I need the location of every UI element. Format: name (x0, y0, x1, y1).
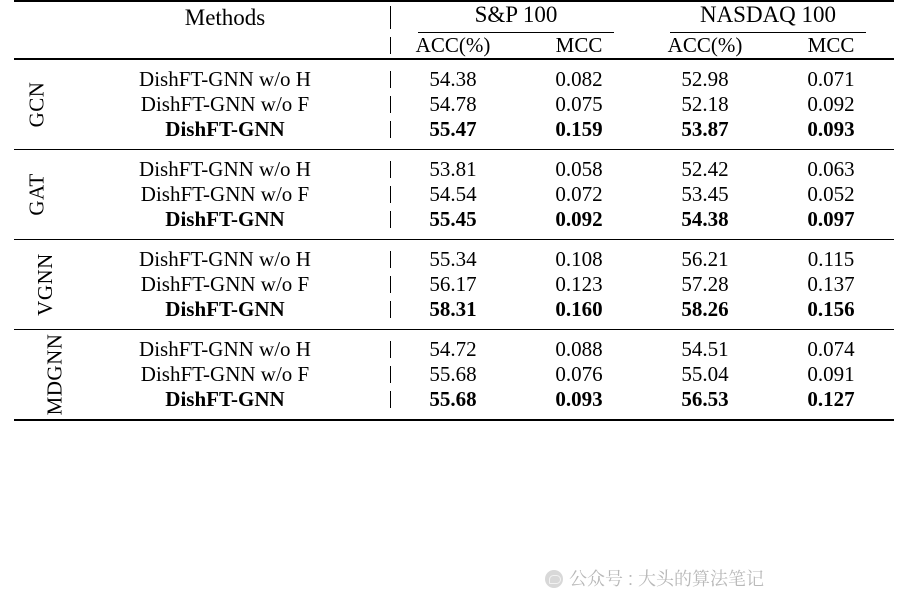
method-name: DishFT-GNN (165, 207, 285, 231)
cell-sp100-mcc: 0.058 (555, 157, 603, 181)
group-label-mdgnn (14, 333, 67, 416)
cell-nasdaq100-acc: 56.53 (681, 387, 729, 411)
method-name: DishFT-GNN w/o F (140, 272, 310, 296)
method-name: DishFT-GNN (165, 297, 285, 321)
header-dataset-sp100 (390, 2, 642, 33)
cell-sp100-mcc: 0.072 (555, 182, 603, 206)
table-row (14, 387, 894, 412)
group-label-gat-text: GAT (24, 173, 49, 216)
group-label-gat (14, 157, 60, 232)
cell-sp100-acc: 54.78 (390, 92, 516, 117)
cell-nasdaq100-acc: 52.42 (681, 157, 729, 181)
cell-sp100-mcc: 0.088 (555, 337, 603, 361)
header-dataset-nasdaq100 (642, 2, 894, 33)
table-bottom-rule (14, 420, 894, 421)
header-row-metrics (14, 33, 894, 59)
method-name: DishFT-GNN w/o H (139, 337, 311, 361)
table-row (14, 247, 894, 272)
table-row (14, 337, 894, 362)
group-spacer (14, 322, 894, 330)
cell-nasdaq100-mcc: 0.127 (807, 387, 855, 411)
method-name: DishFT-GNN w/o F (140, 362, 310, 386)
header-metric-sp100-acc: ACC(%) (390, 33, 516, 59)
cell-sp100-acc: 54.38 (390, 67, 516, 92)
header-metric-nasdaq100-acc: ACC(%) (667, 33, 743, 57)
group-label-vgnn (14, 247, 60, 322)
cell-nasdaq100-mcc: 0.091 (807, 362, 855, 386)
method-name: DishFT-GNN w/o H (139, 67, 311, 91)
cell-sp100-mcc: 0.123 (555, 272, 603, 296)
header-dataset-sp100-label: S&P 100 (474, 2, 558, 27)
table-row (14, 362, 894, 387)
cell-sp100-mcc: 0.075 (555, 92, 603, 116)
cell-sp100-mcc: 0.082 (555, 67, 603, 91)
cell-sp100-acc: 55.34 (390, 247, 516, 272)
cell-nasdaq100-acc: 54.38 (681, 207, 729, 231)
group-spacer (14, 412, 894, 420)
cell-sp100-mcc: 0.092 (555, 207, 603, 231)
method-name: DishFT-GNN w/o F (140, 182, 310, 206)
cell-sp100-acc: 54.54 (390, 182, 516, 207)
cell-nasdaq100-mcc: 0.156 (807, 297, 855, 321)
table-row (14, 297, 894, 322)
cell-sp100-mcc: 0.108 (555, 247, 603, 271)
cell-sp100-acc: 55.45 (390, 207, 516, 232)
header-dataset-nasdaq100-label: NASDAQ 100 (699, 2, 837, 27)
group-spacer (14, 240, 894, 247)
cell-nasdaq100-mcc: 0.092 (807, 92, 855, 116)
cell-nasdaq100-acc: 55.04 (681, 362, 729, 386)
method-name: DishFT-GNN w/o F (140, 92, 310, 116)
cell-nasdaq100-acc: 53.87 (681, 117, 729, 141)
cell-nasdaq100-acc: 52.98 (681, 67, 729, 91)
cell-sp100-mcc: 0.160 (555, 297, 603, 321)
cell-nasdaq100-acc: 52.18 (681, 92, 729, 116)
cell-nasdaq100-mcc: 0.052 (807, 182, 855, 206)
cell-nasdaq100-acc: 56.21 (681, 247, 729, 271)
header-methods: Methods (184, 4, 266, 30)
ablation-results-table (14, 0, 894, 421)
watermark-text: 公众号 : 大头的算法笔记 (569, 569, 765, 589)
wechat-icon (545, 570, 563, 588)
cell-sp100-mcc: 0.076 (555, 362, 603, 386)
cell-sp100-acc: 56.17 (390, 272, 516, 297)
group-spacer (14, 150, 894, 157)
cell-nasdaq100-acc: 58.26 (681, 297, 729, 321)
method-name: DishFT-GNN (165, 117, 285, 141)
group-spacer (14, 142, 894, 150)
table-row (14, 117, 894, 142)
cell-nasdaq100-acc: 53.45 (681, 182, 729, 206)
method-name: DishFT-GNN w/o H (139, 157, 311, 181)
cell-nasdaq100-mcc: 0.115 (807, 247, 855, 271)
table-row (14, 207, 894, 232)
table-row (14, 272, 894, 297)
method-name: DishFT-GNN w/o H (139, 247, 311, 271)
cell-nasdaq100-mcc: 0.097 (807, 207, 855, 231)
cell-nasdaq100-mcc: 0.093 (807, 117, 855, 141)
group-label-mdgnn-text: MDGNN (42, 333, 67, 416)
cell-sp100-acc: 55.68 (390, 387, 516, 412)
cell-sp100-acc: 55.68 (390, 362, 516, 387)
cell-nasdaq100-mcc: 0.074 (807, 337, 855, 361)
cell-nasdaq100-acc: 57.28 (681, 272, 729, 296)
cell-nasdaq100-mcc: 0.063 (807, 157, 855, 181)
group-label-gcn-text: GCN (24, 81, 49, 128)
header-dataset-nasdaq100-underline (670, 32, 867, 33)
header-metric-sp100-mcc: MCC (555, 33, 603, 57)
group-spacer (14, 60, 894, 67)
cell-sp100-mcc: 0.159 (555, 117, 603, 141)
table-row (14, 67, 894, 92)
cell-sp100-mcc: 0.093 (555, 387, 603, 411)
watermark (545, 565, 764, 591)
group-label-gcn (14, 67, 60, 142)
group-spacer (14, 330, 894, 337)
group-spacer (14, 232, 894, 240)
table-row (14, 92, 894, 117)
cell-sp100-acc: 53.81 (390, 157, 516, 182)
table-row (14, 182, 894, 207)
cell-sp100-acc: 58.31 (390, 297, 516, 322)
cell-sp100-acc: 55.47 (390, 117, 516, 142)
cell-nasdaq100-mcc: 0.071 (807, 67, 855, 91)
header-metric-nasdaq100-mcc: MCC (807, 33, 855, 57)
header-row-datasets (14, 2, 894, 33)
method-name: DishFT-GNN (165, 387, 285, 411)
cell-nasdaq100-acc: 54.51 (681, 337, 729, 361)
table-row (14, 157, 894, 182)
cell-sp100-acc: 54.72 (390, 337, 516, 362)
cell-nasdaq100-mcc: 0.137 (807, 272, 855, 296)
group-label-vgnn-text: VGNN (32, 253, 57, 316)
